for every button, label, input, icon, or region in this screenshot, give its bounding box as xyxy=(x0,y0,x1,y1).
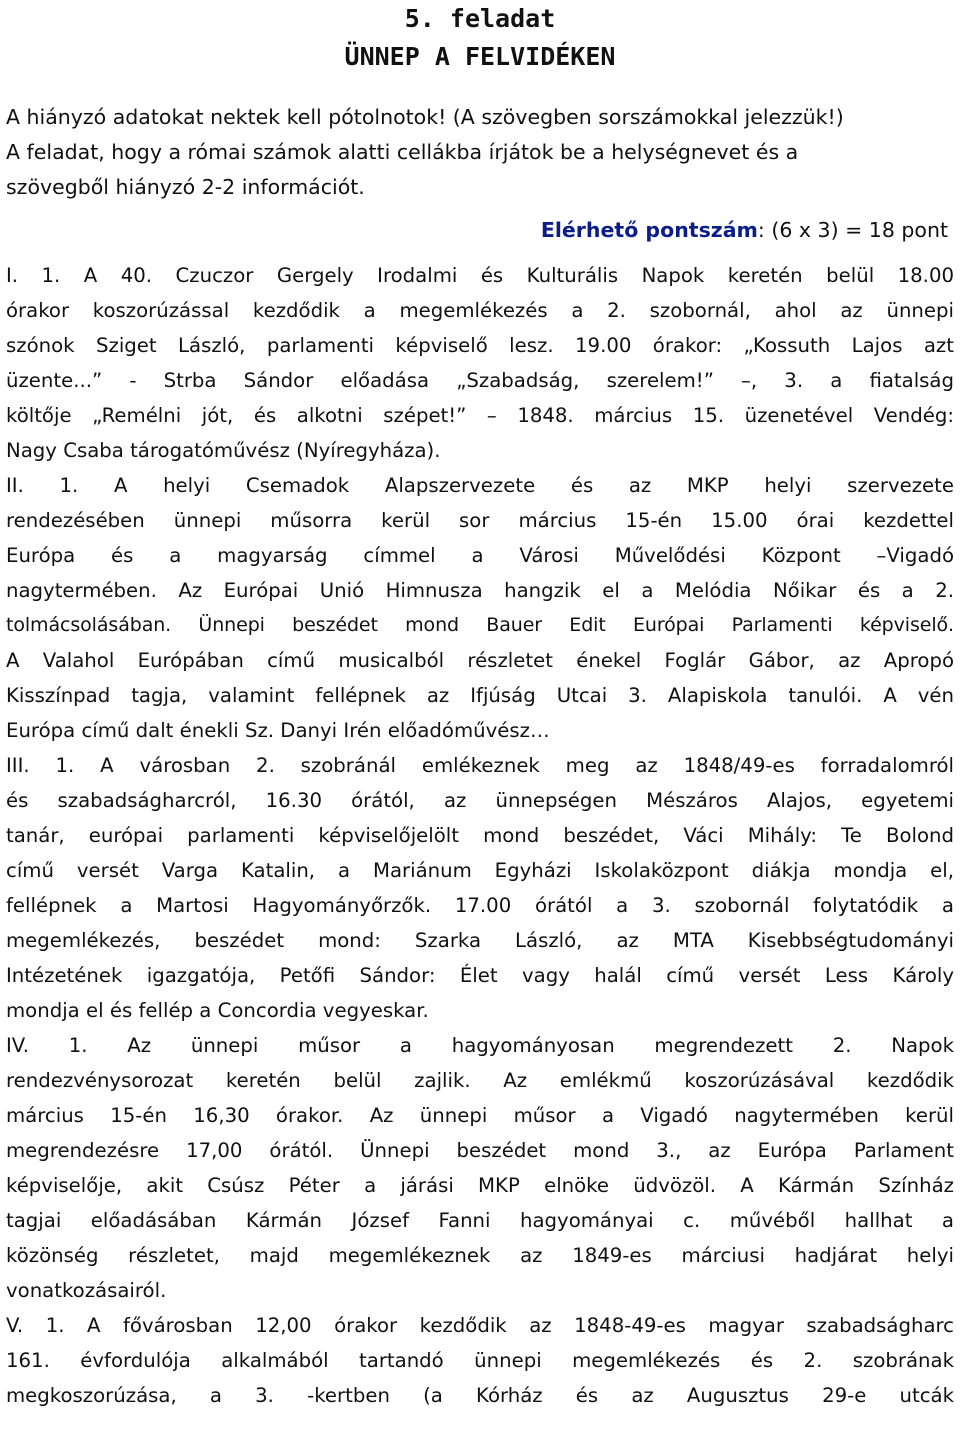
text-line: III. 1. A városban 2. szobránál emlékeznek meg az 1848/49-es forradalomról xyxy=(6,754,954,777)
score-label: Elérhető pontszám xyxy=(540,218,758,242)
text-line: költője „Remélni jót, és alkotni szépet!” – 1848. március 15. üzenetével Vendég: xyxy=(6,404,954,427)
text-line: szónok Sziget László, parlamenti képviselő lesz. 19.00 órakor: „Kossuth Lajos azt xyxy=(6,334,954,357)
text-line: üzente...” - Strba Sándor előadása „Szabadság, szerelem!” –, 3. a fiatalság xyxy=(6,369,954,392)
text-line: és szabadságharcról, 16.30 órától, az ünnepségen Mészáros Alajos, egyetemi xyxy=(6,789,954,812)
score-value: : (6 x 3) = 18 pont xyxy=(757,218,948,242)
text-line: Európa és a magyarság címmel a Városi Művelődési Központ –Vigadó xyxy=(6,544,954,567)
text-line: rendezvénysorozat keretén belül zajlik. Az emlékmű koszorúzásával kezdődik xyxy=(6,1069,954,1092)
text-line: megkoszorúzása, a 3. -kertben (a Kórház és az Augusztus 29-e utcák xyxy=(6,1384,954,1407)
text-line: Kisszínpad tagja, valamint fellépnek az Ifjúság Utcai 3. Alapiskola tanulói. A vén xyxy=(6,684,954,707)
text-line: rendezésében ünnepi műsorra kerül sor március 15-én 15.00 órai kezdettel xyxy=(6,509,954,532)
instruction-line: szövegből hiányzó 2-2 információt. xyxy=(6,175,365,199)
instruction-line: A feladat, hogy a római számok alatti cellákba írjátok be a helységnevet és a xyxy=(6,140,799,164)
text-line: IV. 1. Az ünnepi műsor a hagyományosan megrendezett 2. Napok xyxy=(6,1034,954,1057)
text-line: nagytermében. Az Európai Unió Himnusza hangzik el a Melódia Nőikar és a 2. xyxy=(6,579,954,602)
text-line: Intézetének igazgatója, Petőfi Sándor: Élet vagy halál című versét Less Károly xyxy=(6,964,954,987)
text-line: tolmácsolásában. Ünnepi beszédet mond Bauer Edit Európai Parlamenti képviselő. xyxy=(6,614,954,636)
text-line: című versét Varga Katalin, a Mariánum Egyházi Iskolaközpont diákja mondja el, xyxy=(6,859,954,882)
text-line: V. 1. A fővárosban 12,00 órakor kezdődik az 1848-49-es magyar szabadságharc xyxy=(6,1314,954,1337)
text-line: mondja el és fellép a Concordia vegyeskar. xyxy=(6,999,429,1022)
text-line: Európa című dalt énekli Sz. Danyi Irén előadóművész… xyxy=(6,719,550,742)
text-line: A Valahol Európában című musicalból részletet énekel Foglár Gábor, az Apropó xyxy=(6,649,954,672)
text-line: fellépnek a Martosi Hagyományőrzők. 17.00 órától a 3. szobornál folytatódik a xyxy=(6,894,954,917)
text-line: II. 1. A helyi Csemadok Alapszervezete és az MKP helyi szervezete xyxy=(6,474,954,497)
instruction-line: A hiányzó adatokat nektek kell pótolnotok! (A szövegben sorszámokkal jelezzük!) xyxy=(6,105,844,129)
text-line: vonatkozásairól. xyxy=(6,1279,167,1302)
task-text xyxy=(6,258,954,1413)
text-line: 161. évfordulója alkalmából tartandó ünnepi megemlékezés és 2. szobrának xyxy=(6,1349,954,1372)
page-title: ÜNNEP A FELVIDÉKEN xyxy=(344,42,616,71)
text-line: megemlékezés, beszédet mond: Szarka László, az MTA Kisebbségtudományi xyxy=(6,929,954,952)
text-line: megrendezésre 17,00 órától. Ünnepi beszédet mond 3., az Európa Parlament xyxy=(6,1139,954,1162)
text-line: képviselője, akit Csúsz Péter a járási MKP elnöke üdvözöl. A Kármán Színház xyxy=(6,1174,954,1197)
score-line xyxy=(6,213,954,248)
text-line: tagjai előadásában Kármán József Fanni hagyományai c. művéből hallhat a xyxy=(6,1209,954,1232)
text-line: Nagy Csaba tárogatóművész (Nyíregyháza). xyxy=(6,439,441,462)
text-line: órakor koszorúzással kezdődik a megemlékezés a 2. szobornál, ahol az ünnepi xyxy=(6,299,954,322)
task-number: 5. feladat xyxy=(404,4,556,33)
instructions xyxy=(6,100,954,205)
text-line: közönség részletet, majd megemlékeznek az 1849-es márciusi hadjárat helyi xyxy=(6,1244,954,1267)
text-line: I. 1. A 40. Czuczor Gergely Irodalmi és Kulturális Napok keretén belül 18.00 xyxy=(6,264,954,287)
text-line: tanár, európai parlamenti képviselőjelölt mond beszédet, Váci Mihály: Te Bolond xyxy=(6,824,954,847)
text-line: március 15-én 16,30 órakor. Az ünnepi műsor a Vigadó nagytermében kerül xyxy=(6,1104,954,1127)
